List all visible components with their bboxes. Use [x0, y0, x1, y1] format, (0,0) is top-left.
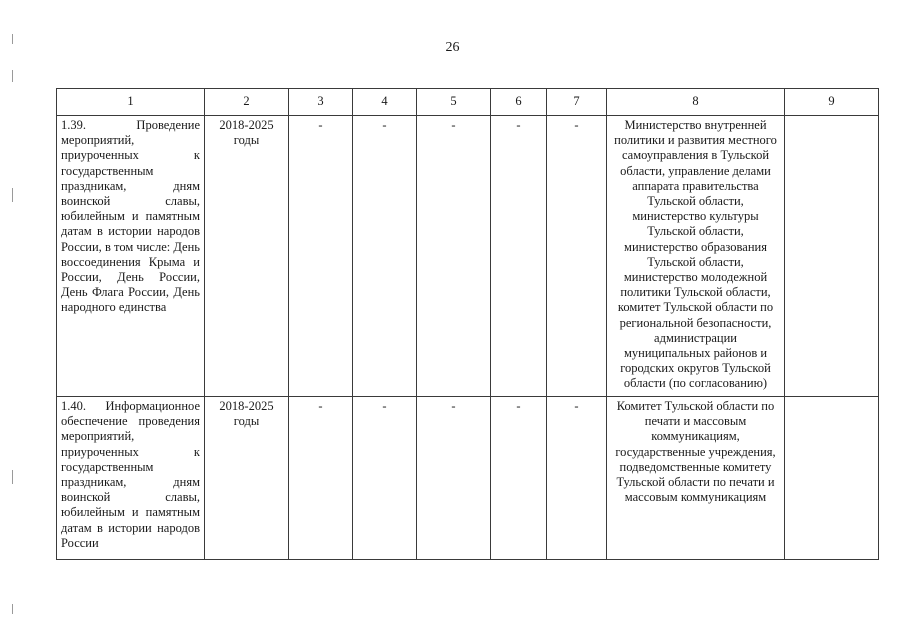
- executors-cell: Министерство внутренней политики и развития местного самоуправления в Тульской области, управление делами аппарата правительства Тульской области, министерство культуры Тульской области, министерство образования Тульской области, министерство молодежной политики Тульской области, комитет Тульской области по региональной безопасности, администрации муниципальных районов и городских округов Тульской области (по согласованию): [607, 116, 785, 397]
- note-cell: [785, 397, 879, 560]
- value-cell: -: [417, 116, 491, 397]
- value-cell: -: [289, 116, 353, 397]
- value-cell: -: [491, 397, 547, 560]
- page-number: 26: [445, 40, 460, 55]
- activity-name-cell: 1.39. Проведение мероприятий, приуроченных к государственным праздникам, дням воинской славы, юбилейным и памятным датам в истории народов России, в том числе: День воссоединения Крыма и России, День России, День Флага России, День народного единства: [57, 116, 205, 397]
- column-header: 8: [607, 89, 785, 116]
- plan-table: [56, 88, 879, 560]
- column-header: 3: [289, 89, 353, 116]
- activity-name-cell: 1.40. Информационное обеспечение проведения мероприятий, приуроченных к государственным праздникам, дням воинской славы, юбилейным и памятным датам в истории народов России: [57, 397, 205, 560]
- binding-margin-mark: [12, 70, 13, 82]
- binding-margin-mark: [12, 34, 13, 44]
- period-cell: 2018-2025 годы: [205, 397, 289, 560]
- column-header: 6: [491, 89, 547, 116]
- column-header: 9: [785, 89, 879, 116]
- value-cell: -: [417, 397, 491, 560]
- value-cell: -: [289, 397, 353, 560]
- value-cell: -: [547, 397, 607, 560]
- table-row: [57, 397, 879, 560]
- column-header: 5: [417, 89, 491, 116]
- table-row: [57, 116, 879, 397]
- column-header: 4: [353, 89, 417, 116]
- value-cell: -: [353, 397, 417, 560]
- value-cell: -: [547, 116, 607, 397]
- binding-margin-mark: [12, 604, 13, 614]
- column-header: 1: [57, 89, 205, 116]
- column-header: 7: [547, 89, 607, 116]
- column-header: 2: [205, 89, 289, 116]
- note-cell: [785, 116, 879, 397]
- executors-cell: Комитет Тульской области по печати и массовым коммуникациям, государственные учреждения, подведомственные комитету Тульской области по печати и массовым коммуникациям: [607, 397, 785, 560]
- value-cell: -: [491, 116, 547, 397]
- binding-margin-mark: [12, 470, 13, 484]
- period-cell: 2018-2025 годы: [205, 116, 289, 397]
- binding-margin-mark: [12, 188, 13, 202]
- value-cell: -: [353, 116, 417, 397]
- header-row: [57, 89, 879, 116]
